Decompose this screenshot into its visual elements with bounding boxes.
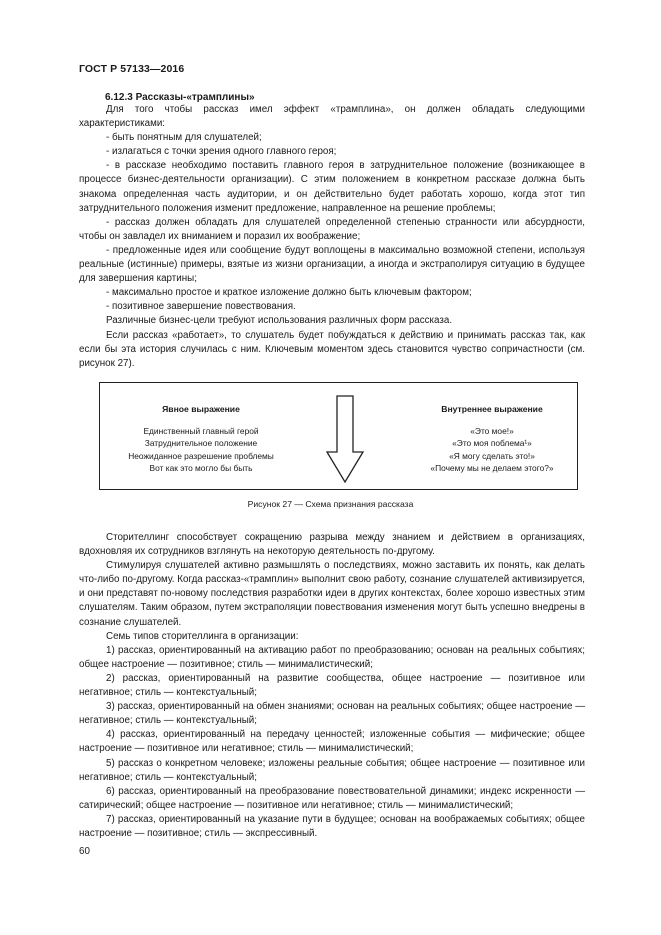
- explicit-item: Вот как это могло бы быть: [149, 463, 253, 474]
- type-item: 5) рассказ о конкретном человеке; изложены реальные события; общее настроение — позитивное или негативное; стиль — контекстуальный;: [79, 757, 585, 783]
- list-item: - рассказ должен обладать для слушателей определенной степенью странности или абсурдности, чтобы он завладел их вниманием и поразил их воображение;: [79, 216, 585, 242]
- implicit-column: [412, 403, 572, 475]
- type-item: 3) рассказ, ориентированный на обмен знаниями; основан на реальных событиях; общее настроение — негативное; стиль — контекстуальный;: [79, 701, 585, 727]
- list-item: - быть понятным для слушателей;: [106, 132, 262, 144]
- page-number: 60: [79, 846, 90, 857]
- list-item: - излагаться с точки зрения одного главного героя;: [106, 146, 337, 158]
- explicit-item: Единственный главный герой: [143, 425, 259, 436]
- list-item: - предложенные идея или сообщение будут воплощены в максимально возможной степени, используя реальные (истинные) примеры, взятые из жизни организации, а иногда и экстраполируя ситуацию в будущее для завершения картины;: [79, 244, 585, 285]
- type-item: 2) рассказ, ориентированный на развитие сообщества, общее настроение — позитивное или негативное; стиль — контекстуальный;: [79, 672, 585, 699]
- implicit-item: «Я могу сделать это!»: [449, 450, 535, 461]
- type-item: 7) рассказ, ориентированный на указание пути в будущее; основан на воображаемых событиях; общее настроение — позитивное; стиль — экспрессивный.: [79, 813, 585, 839]
- implicit-item: «Почему мы не делаем этого?»: [430, 463, 554, 474]
- body-block: [79, 531, 585, 841]
- section-title: 6.12.3 Рассказы-«трамплины»: [105, 92, 255, 103]
- down-arrow-icon: [325, 394, 365, 484]
- explicit-item: Неожиданное разрешение проблемы: [128, 450, 274, 461]
- list-item: - максимально простое и краткое изложение должно быть ключевым фактором;: [106, 287, 472, 299]
- implicit-item: «Это мое!»: [470, 425, 514, 436]
- type-item: 4) рассказ, ориентированный на передачу ценностей; изложенные события — мифические; общее настроение — позитивное или негативное; стиль — минималистический;: [79, 729, 585, 755]
- implicit-title: Внутреннее выражение: [441, 404, 543, 414]
- paragraph: Различные бизнес-цели требуют использования различных форм рассказа.: [106, 315, 453, 327]
- list-item: - в рассказе необходимо поставить главного героя в затруднительное положение (возникающее в процессе бизнес-деятельности организации). С этим положением в конкретном рассказе должна быть знакома определенная часть аудитории, и он действительно будет работать хорошо, когда этот тип затруднительного положения изменит предложение, направленное на решение проблемы;: [79, 160, 585, 214]
- intro-block: [79, 103, 585, 371]
- figure-caption: Рисунок 27 — Схема признания рассказа: [247, 499, 414, 509]
- paragraph: Если рассказ «работает», то слушатель будет побуждаться к действию и принимать рассказ так, как если бы эта история случилась с ним. Ключевым моментом здесь становится чувство сопричастности (см. рисунок 27).: [79, 329, 585, 369]
- intro-lead: Для того чтобы рассказ имел эффект «трамплина», он должен обладать следующими характеристиками:: [79, 104, 585, 130]
- explicit-column: [116, 403, 286, 475]
- paragraph: Стимулируя слушателей активно размышлять о последствиях, можно заставить их понять, как делать что-либо по-другому. Когда рассказ-«трамплин» выполнит свою работу, сознание слушателей активизируется, и они представят по-новому последствия разработки идеи в других контекстах, более хорошо известных этим слушателям. Таким образом, путем экстраполяции повествования изменения могут быть успешно внедрены в сознание слушателей.: [79, 560, 585, 628]
- type-item: 6) рассказ, ориентированный на преобразование повествовательной динамики; индекс искренности — сатирический; общее настроение — позитивное или негативное; стиль — минималистический;: [79, 785, 585, 811]
- explicit-item: Затруднительное положение: [144, 438, 258, 449]
- figure-27: [99, 382, 578, 490]
- paragraph: Семь типов сторителлинга в организации:: [106, 630, 299, 642]
- paragraph: Сторителлинг способствует сокращению разрыва между знанием и действием в организациях, вдохновляя их сотрудников взглянуть на некоторую деятельность по-другому.: [79, 532, 585, 558]
- explicit-title: Явное выражение: [162, 404, 240, 414]
- list-item: - позитивное завершение повествования.: [106, 301, 296, 313]
- type-item: 1) рассказ, ориентированный на активацию работ по преобразованию; основан на реальных событиях; общее настроение — позитивное; стиль — минималистический;: [79, 644, 585, 670]
- implicit-item: «Это моя поблема¹»: [452, 438, 532, 449]
- doc-header: ГОСТ Р 57133—2016: [79, 63, 185, 75]
